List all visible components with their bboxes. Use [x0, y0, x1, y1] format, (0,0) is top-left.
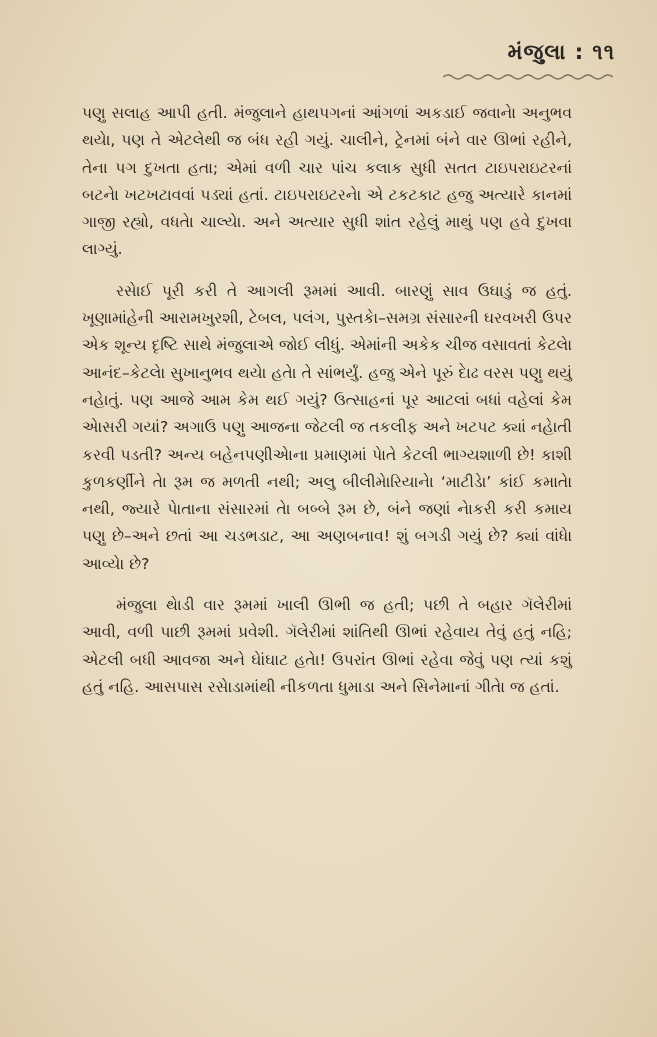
paragraph-2: રસેાઈ પૂરી કરી તે આગલી રૂમમાં આવી. બારણું સાવ ઉઘાડું જ હતું. ખૂણામાંહેની આરામખુરશી, ટેબલ, પલંગ, પુસ્તકેા–સમગ્ર સંસારની ઘરવખરી ઉપર એક શૂન્ય દૃષ્ટિ સાથે મંજુલાએ જોઈ લીધું. એમાંની અકેક ચીજ વસાવતાં કેટલેા આનંદ–કેટલેા સુખાનુભવ થયેા હતેા તે સાંભર્યું. હજુ એને પૂરું દેાઢ વરસ પણુ થયું નહેાતું. પણ આજે આમ કેમ થઈ ગયું? ઉત્સાહનાં પૂર આટલાં બધાં વહેલાં કેમ એાસરી ગયાં? અગાઉ પણુ આજના જેટલી જ તકલીફ અને ખટપટ ક્યાં નહેાતી કરવી પડતી? અન્ય બહેનપણીએાના પ્રમાણમાં પેાતે કેટલી ભાગ્યશાળી છે! કાશી કુળકર્ણીને તેા રૂમ જ મળતી નથી; અલુ બીલીમેારિયાનેા ‘માટીડેા’ કાંઈ કમાતેા નથી, જ્યારે પેાતાના સંસારમાં તેા બબ્બે રૂમ છે, બંને જણાં નેાકરી કરી કમાય પણુ છે–અને છતાં આ ચડભડાટ, આ અણબનાવ! શું બગડી ગયું છે? ક્યાં વાંધેા આવ્યેા છે? — [82, 281, 572, 573]
header-wavy-rule — [443, 73, 613, 81]
paragraph-1: પણુ સલાહ આપી હતી. મંજુલાને હાથપગનાં આંગળાં અકડાઈ જવાનેા અનુભવ થયેા, પણ તે એટલેથી જ બંધ રહી ગયું. ચાલીને, ટ્રેનમાં બંને વાર ઊભાં રહીને, તેના પગ દુખતા હતા; એમાં વળી ચાર પાંચ કલાક સુધી સતત ટાઇપરાઇટરનાં બટનેા ખટખટાવવાં પડ્યાં હતાં. ટાઇપરાઇટરનેા એ ટકટકાટ હજુ અત્યારે કાનમાં ગાજી રહ્યો, વધતેા ચાલ્યેા. અને અત્યાર સુધી શાંત રહેલું માથું પણ હવે દુખવા લાગ્યું. — [82, 104, 572, 259]
paragraph-3: મંજુલા થેાડી વાર રૂમમાં ખાલી ઊભી જ હતી; પછી તે બહાર ગૅલેરીમાં આવી, વળી પાછી રૂમમાં પ્રવેશી. ગૅલેરીમાં શાંતિથી ઊભાં રહેવાય તેવું હતું નહિ; એટલી બધી આવજા અને ઘેાંઘાટ હતેા! ઉપરાંત ઊભાં રહેવા જેવું પણ ત્યાં કશું હતું નહિ. આસપાસ રસેાડામાંથી નીકળતા ધુમાડા અને સિનેમાનાં ગીતેા જ હતાં. — [82, 596, 572, 696]
body-text — [82, 100, 572, 715]
running-title: મંજુલા : ૧૧ — [507, 40, 615, 64]
running-header — [508, 40, 615, 65]
